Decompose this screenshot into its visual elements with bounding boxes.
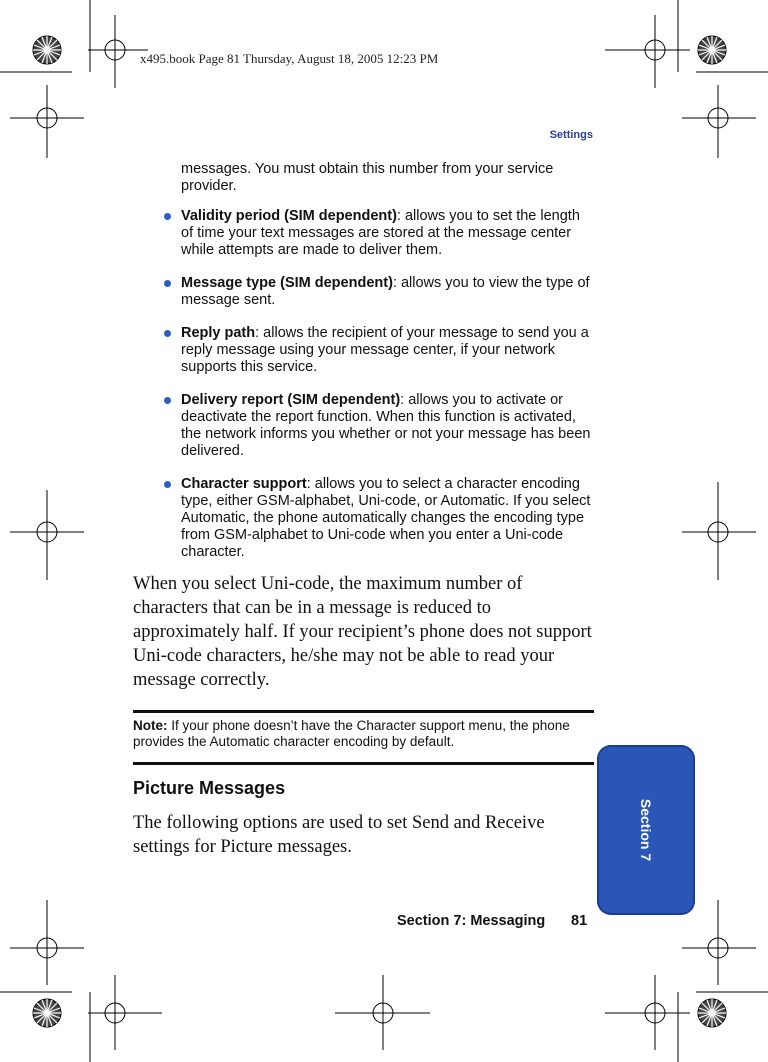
bullet-icon xyxy=(164,213,171,220)
picture-messages-paragraph: The following options are used to set Send and Receive settings for Picture messages. xyxy=(133,813,545,857)
list-item xyxy=(163,392,595,460)
page-number: 81 xyxy=(571,913,588,929)
bullet-text: : allows the recipient of your message to send you a reply message using your message center, if your network supports this service. xyxy=(181,325,589,375)
bullet-term: Delivery report (SIM dependent) xyxy=(181,392,401,408)
bullet-term: Validity period (SIM dependent) xyxy=(181,208,397,224)
bullet-term: Message type (SIM dependent) xyxy=(181,275,393,291)
list-item xyxy=(163,275,595,309)
list-item xyxy=(163,208,595,259)
bullet-text: : allows you to select a character encoding type, either GSM-alphabet, Uni-code, or Automatic. If you select Automatic, the phone automatically changes the encoding type from GSM-alphabet to Uni-code when you enter a Uni-code character. xyxy=(181,476,591,560)
bullet-icon xyxy=(164,397,171,404)
footer-section-label: Section 7: Messaging xyxy=(397,913,546,929)
note-bottom-rule xyxy=(133,762,594,765)
continuation-paragraph: messages. You must obtain this number from your service provider. xyxy=(181,161,554,194)
bullet-icon xyxy=(164,481,171,488)
settings-bullet-list xyxy=(163,208,595,577)
unicode-paragraph: When you select Uni-code, the maximum number of characters that can be in a message is reduced to approximately half. If your recipient’s phone does not support Uni-code characters, he/she may not be able to read your message correctly. xyxy=(133,574,592,690)
bullet-icon xyxy=(164,330,171,337)
section-tab xyxy=(597,745,695,915)
note-block xyxy=(133,718,593,750)
bullet-icon xyxy=(164,280,171,287)
print-header: x495.book Page 81 Thursday, August 18, 2005 12:23 PM xyxy=(140,51,439,66)
note-label: Note: xyxy=(133,718,168,733)
section-heading: Picture Messages xyxy=(133,778,286,798)
section-tab-label: Section 7 xyxy=(638,798,654,862)
note-text: If your phone doesn’t have the Character support menu, the phone provides the Automatic character encoding by default. xyxy=(133,718,570,749)
bullet-text: : allows you to view the type of message sent. xyxy=(181,275,590,308)
list-item xyxy=(163,325,595,376)
bullet-text: : allows you to activate or deactivate the report function. When this function is activated, the network informs you whether or not your message has been delivered. xyxy=(181,392,591,459)
bullet-term: Reply path xyxy=(181,325,256,341)
list-item xyxy=(163,476,595,561)
bullet-term: Character support xyxy=(181,476,307,492)
bullet-text: : allows you to set the length of time your text messages are stored at the message center while attempts are made to deliver them. xyxy=(181,208,580,258)
running-head: Settings xyxy=(549,129,593,141)
note-top-rule xyxy=(133,710,594,713)
